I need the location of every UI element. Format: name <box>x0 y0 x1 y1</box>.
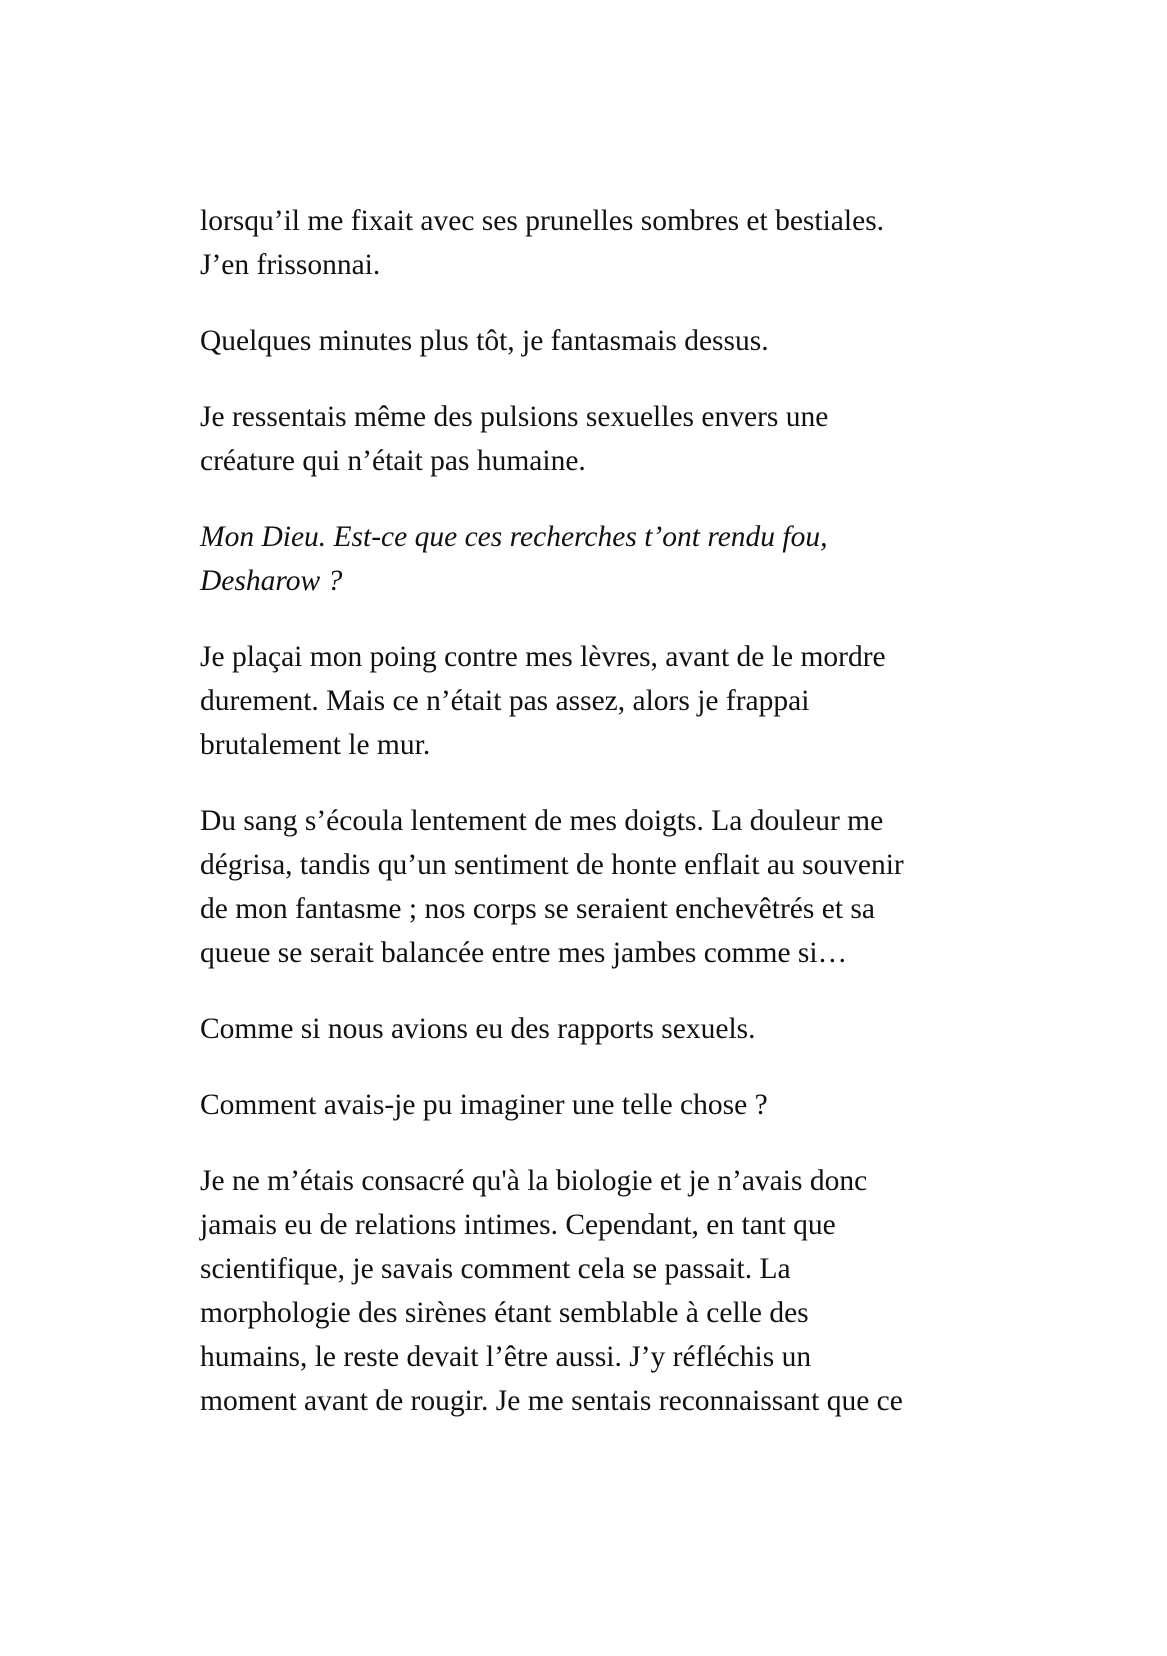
text-line: Je plaçai mon poing contre mes lèvres, avant de le mordre <box>200 641 886 673</box>
paragraph-italic-thought <box>200 515 980 603</box>
text-line: humains, le reste devait l’être aussi. J’y réfléchis un <box>200 1341 812 1373</box>
text-line: Je ne m’étais consacré qu'à la biologie et je n’avais donc <box>200 1165 868 1197</box>
text-line: durement. Mais ce n’était pas assez, alors je frappai <box>200 685 810 717</box>
text-line: jamais eu de relations intimes. Cependant, en tant que <box>200 1209 836 1241</box>
text-line: Mon Dieu. Est-ce que ces recherches t’ont rendu fou, <box>200 521 828 553</box>
text-line: moment avant de rougir. Je me sentais reconnaissant que ce <box>200 1385 903 1417</box>
text-line: dégrisa, tandis qu’un sentiment de honte enflait au souvenir <box>200 849 904 881</box>
text-line: Du sang s’écoula lentement de mes doigts. La douleur me <box>200 805 884 837</box>
paragraph <box>200 799 980 975</box>
text-line: scientifique, je savais comment cela se passait. La <box>200 1253 791 1285</box>
body-text <box>200 199 980 1455</box>
text-line: J’en frissonnai. <box>200 249 381 281</box>
text-line: Desharow ? <box>200 565 343 597</box>
text-line: créature qui n’était pas humaine. <box>200 445 586 477</box>
paragraph <box>200 319 980 363</box>
text-line: Comment avais-je pu imaginer une telle chose ? <box>200 1089 768 1121</box>
text-line: Comme si nous avions eu des rapports sexuels. <box>200 1013 756 1045</box>
text-line: Je ressentais même des pulsions sexuelles envers une <box>200 401 829 433</box>
paragraph <box>200 1159 980 1423</box>
text-line: lorsqu’il me fixait avec ses prunelles sombres et bestiales. <box>200 205 885 237</box>
paragraph <box>200 199 980 287</box>
paragraph <box>200 395 980 483</box>
text-line: queue se serait balancée entre mes jambes comme si… <box>200 937 848 969</box>
paragraph <box>200 635 980 767</box>
text-line: morphologie des sirènes étant semblable à celle des <box>200 1297 809 1329</box>
paragraph <box>200 1083 980 1127</box>
text-line: de mon fantasme ; nos corps se seraient enchevêtrés et sa <box>200 893 875 925</box>
text-line: brutalement le mur. <box>200 729 431 761</box>
paragraph <box>200 1007 980 1051</box>
text-line: Quelques minutes plus tôt, je fantasmais dessus. <box>200 325 769 357</box>
